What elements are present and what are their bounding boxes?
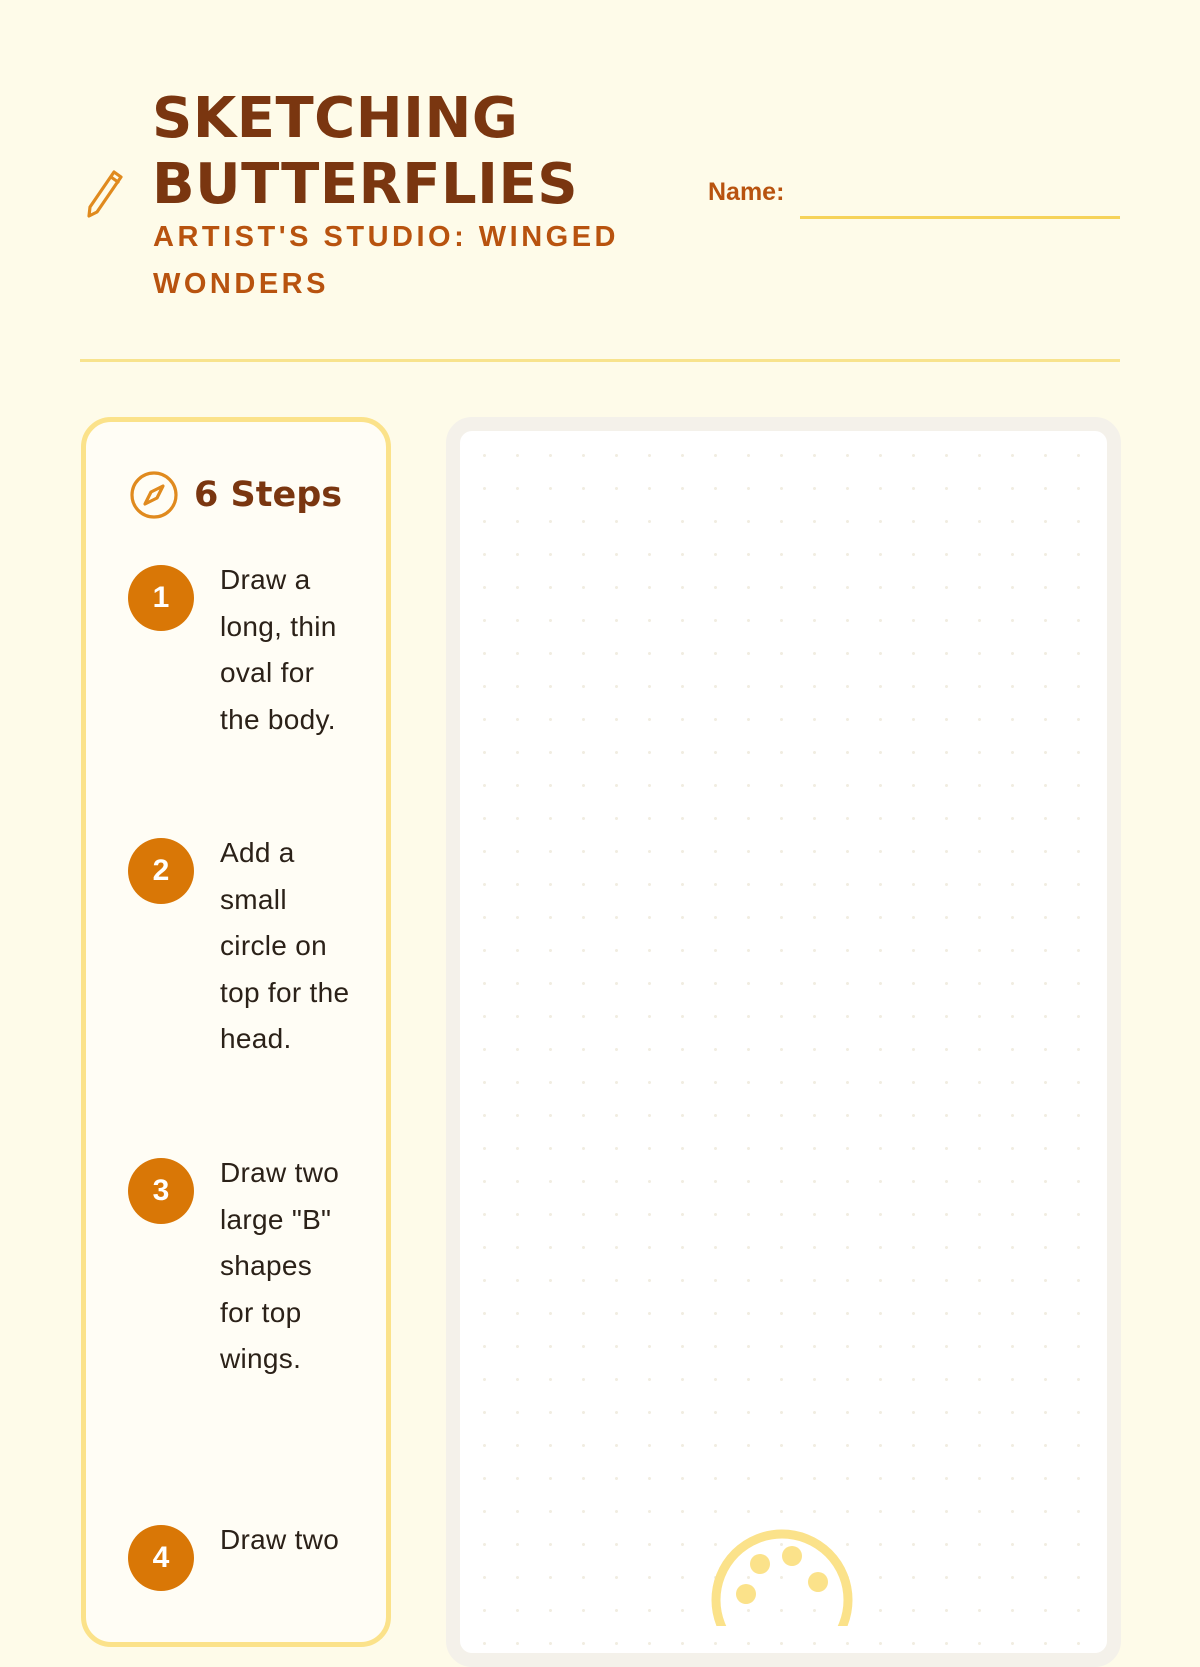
step-number-badge: 1 [128, 565, 194, 631]
page-title [152, 86, 672, 218]
name-field-line[interactable] [800, 216, 1120, 219]
steps-heading [128, 470, 342, 520]
step-number-badge: 3 [128, 1158, 194, 1224]
step-number-badge: 2 [128, 838, 194, 904]
steps-title: 6 Steps [194, 475, 343, 515]
compass-icon [128, 469, 180, 521]
step-text: Add a small circle on top for the head. [220, 837, 350, 1054]
header-divider [80, 359, 1120, 362]
step-text: Draw a long, thin oval for the body. [220, 564, 337, 735]
name-label: Name: [708, 178, 785, 206]
step-number-badge: 4 [128, 1525, 194, 1591]
step-text: Draw two [220, 1524, 340, 1555]
palette-icon [700, 1516, 860, 1626]
page-subtitle: ARTIST'S STUDIO: WINGED WONDERS [153, 221, 619, 300]
title-line-2: BUTTERFLIES [152, 152, 579, 217]
pencil-icon [84, 168, 124, 220]
step-text: Draw two large "B" shapes for top wings. [220, 1157, 340, 1374]
steps-panel [81, 417, 391, 1647]
drawing-canvas[interactable] [446, 417, 1121, 1667]
worksheet-header [0, 0, 1200, 370]
title-line-1: SKETCHING [152, 86, 519, 151]
